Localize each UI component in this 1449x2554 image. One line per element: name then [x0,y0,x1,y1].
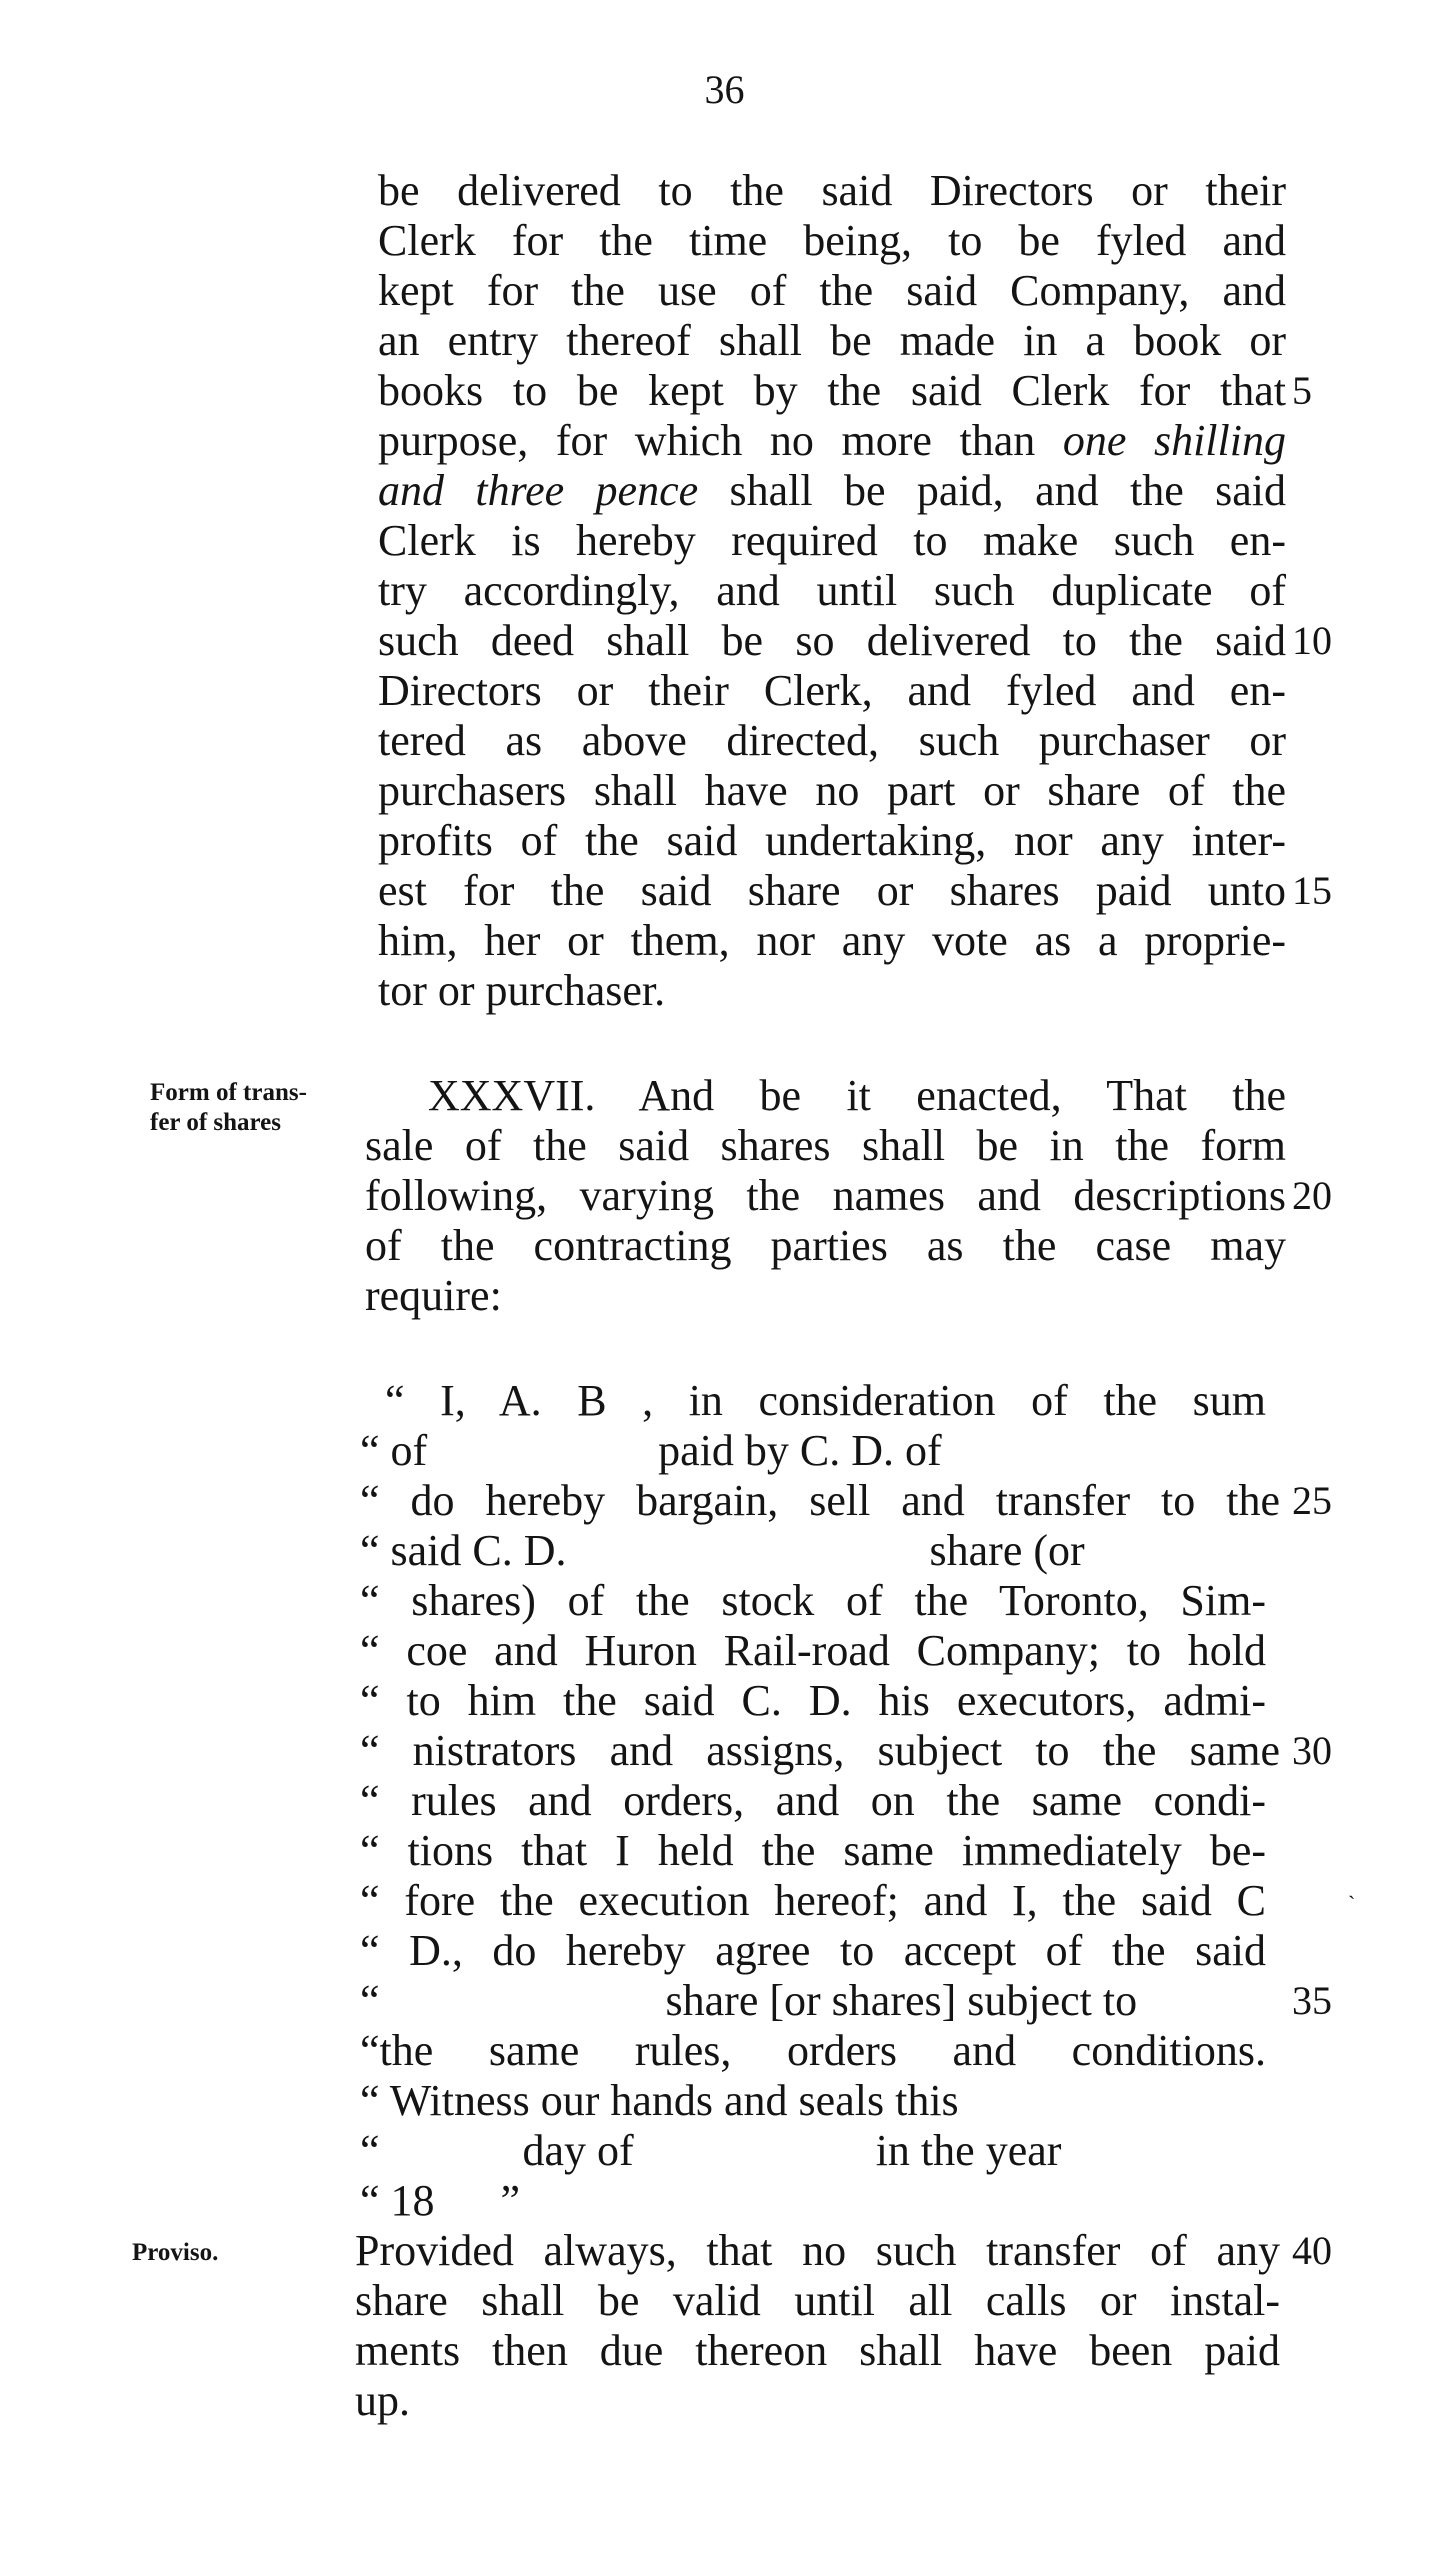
line-text: “ coe and Huron Rail-road Company; to hold [360,1626,1266,1675]
line-number: 15 [1292,868,1332,913]
text-line [360,1426,1266,1476]
text-line [360,1676,1266,1726]
text-line [378,616,1286,666]
text-line [360,1476,1280,1526]
line-text: “ share [or shares] subject to [360,1976,1138,2025]
text-line [360,1526,1266,1576]
line-text: share shall be valid until all calls or instal- [355,2276,1280,2325]
line-text: an entry thereof shall be made in a book or [378,316,1286,365]
text-line [378,716,1286,766]
line-text: “ Witness our hands and seals this [360,2076,959,2125]
text-line [365,1271,1286,1321]
line-text: Directors or their Clerk, and fyled and en- [378,666,1286,715]
line-text: shall be paid, and the said [698,466,1286,515]
line-text: “ D., do hereby agree to accept of the said [360,1926,1266,1975]
line-text: “ nistrators and assigns, subject to the same [360,1726,1280,1775]
line-text: “ said C. D. share (or [360,1526,1085,1575]
line-text: “ of paid by C. D. of [360,1426,942,1475]
line-text: up. [355,2376,410,2425]
text-line [378,466,1286,516]
text-line [360,2076,1266,2126]
line-text: sale of the said shares shall be in the form [365,1121,1286,1170]
text-line [378,666,1286,716]
line-text: “ fore the execution hereof; and I, the said C [360,1876,1266,1925]
line-text: require: [365,1271,502,1320]
text-line [360,2126,1266,2176]
line-text: following, varying the names and descriptions [365,1171,1286,1220]
text-line [355,2376,1280,2426]
line-number: 30 [1292,1728,1332,1773]
text-line [360,1726,1280,1776]
text-line [360,1776,1266,1826]
text-line [360,1576,1266,1626]
line-text: Clerk is hereby required to make such en- [378,516,1286,565]
line-text: kept for the use of the said Company, and [378,266,1286,315]
text-line [378,266,1286,316]
text-line [378,416,1286,466]
line-text: XXXVII. And be it enacted, That the [428,1071,1286,1120]
line-text: “ 18 ” [360,2176,521,2225]
text-line [365,1221,1286,1271]
text-line [360,1876,1266,1926]
margin-note: Form of trans- fer of shares [150,1079,307,1136]
text-line [365,1121,1286,1171]
text-line [378,916,1286,966]
line-text: be delivered to the said Directors or their [378,166,1286,215]
italic-phrase: one shilling [1062,416,1286,465]
text-line [378,816,1286,866]
line-text: “ day of in the year [360,2126,1062,2175]
line-text: “ shares) of the stock of the Toronto, Sim- [360,1576,1266,1625]
line-text: try accordingly, and until such duplicate of [378,566,1286,615]
line-text: “ rules and orders, and on the same condi- [360,1776,1266,1825]
page-number: 36 [704,67,745,112]
line-number: 5 [1292,368,1312,413]
line-text: of the contracting parties as the case may [365,1221,1286,1270]
italic-phrase: and three pence [378,466,699,515]
line-text: him, her or them, nor any vote as a proprie- [378,916,1286,965]
text-line [360,1626,1266,1676]
line-text: books to be kept by the said Clerk for that [378,366,1286,415]
text-line [360,1976,1280,2026]
line-text: profits of the said undertaking, nor any inter- [378,816,1286,865]
line-text: “ do hereby bargain, sell and transfer to the [360,1476,1280,1525]
line-number: 35 [1292,1978,1332,2023]
line-text: “ to him the said C. D. his executors, admi- [360,1676,1266,1725]
text-line [365,1171,1286,1221]
line-number: 10 [1292,618,1332,663]
text-line [355,2226,1280,2276]
line-text: “the same rules, orders and conditions. [360,2026,1266,2075]
text-line [360,2176,1266,2226]
text-line [378,316,1286,366]
text-line [428,1071,1286,1121]
line-text: purchasers shall have no part or share of the [378,766,1286,815]
line-text: “ tions that I held the same immediately be- [360,1826,1266,1875]
text-line [378,516,1286,566]
text-line [360,1926,1266,1976]
line-number: 25 [1292,1478,1332,1523]
line-text: Provided always, that no such transfer of any [355,2226,1280,2275]
text-line [355,2276,1280,2326]
line-text: “ I, A. B , in consideration of the sum [385,1376,1266,1425]
margin-note: Proviso. [132,2239,219,2266]
text-line [360,1826,1266,1876]
stray-mark: ` [1348,1891,1356,1916]
text-line [378,866,1286,916]
text-line [360,2026,1266,2076]
line-number: 40 [1292,2228,1332,2273]
line-text: tor or purchaser. [378,966,666,1015]
line-number: 20 [1292,1173,1332,1218]
line-text: ments then due thereon shall have been paid [355,2326,1280,2375]
text-line [378,216,1286,266]
text-line [378,166,1286,216]
text-line [385,1376,1266,1426]
text-line [378,966,1286,1016]
line-text: such deed shall be so delivered to the said [378,616,1286,665]
line-text: Clerk for the time being, to be fyled and [378,216,1286,265]
text-line [378,566,1286,616]
text-line [378,766,1286,816]
line-text: purpose, for which no more than [378,416,1063,465]
line-text: tered as above directed, such purchaser or [378,716,1286,765]
text-line [378,366,1286,416]
text-line [355,2326,1280,2376]
line-text: est for the said share or shares paid unto [378,866,1286,915]
